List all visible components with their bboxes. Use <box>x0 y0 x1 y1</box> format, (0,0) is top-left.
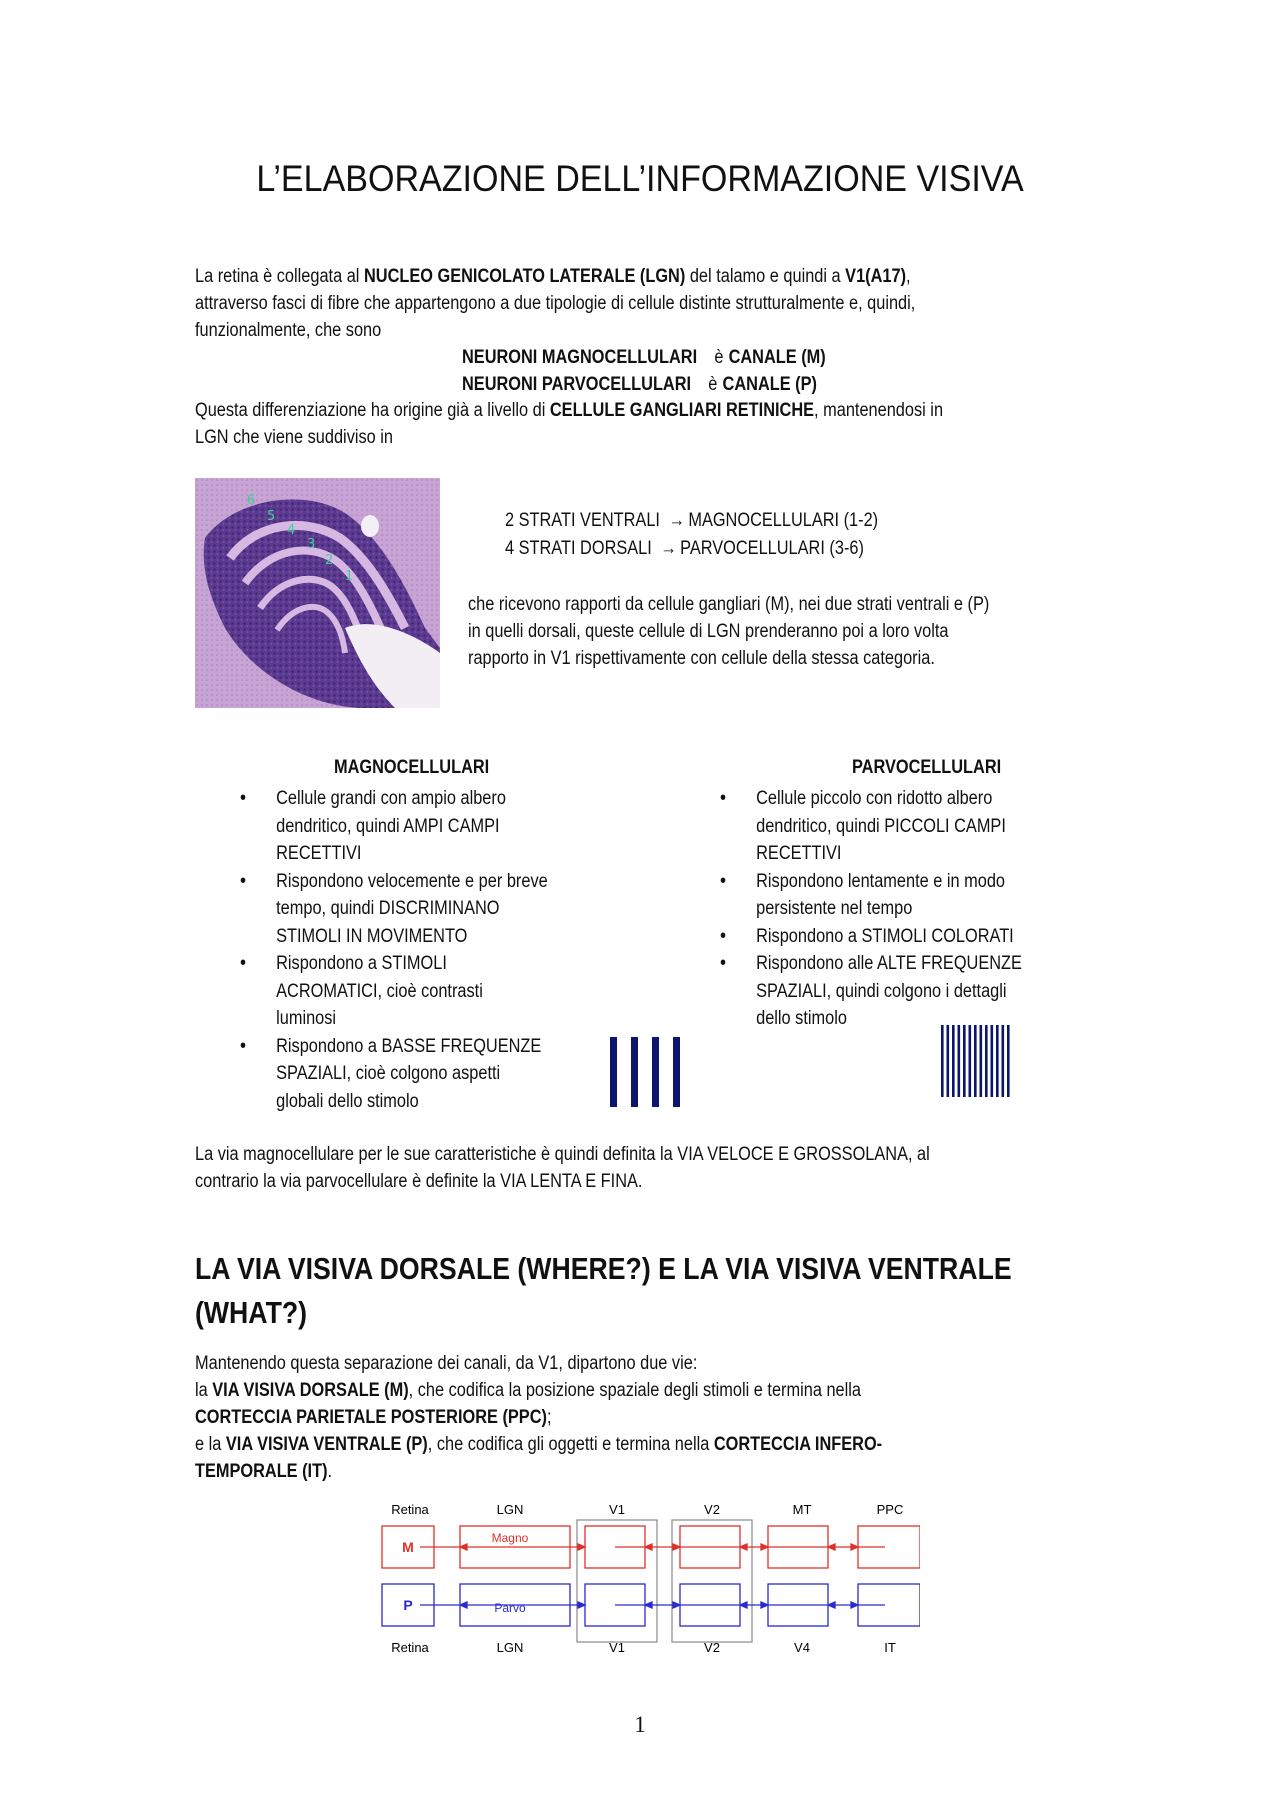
vie-paragraph: Mantenendo questa separazione dei canali, da V1, dipartono due vie: la VIA VISIVA DORSALE (M), che codifica la posizione spaziale degli stimoli e termina nella CORTECCIA PARIETALE POSTERIORE (PPC); e la VIA VISIVA VENTRALE (P), che codifica gli oggetti e termina nella CORTECCIA INFERO- TEMPORALE (IT). <box>195 1353 883 1482</box>
arrow-right-icon: → <box>660 538 677 559</box>
lgn-layer-label: 5 <box>267 509 276 524</box>
conclusion-paragraph: La via magnocellulare per le sue caratteristiche è quindi definita la VIA VELOCE E GROSSOLANA, al contrario la via parvocellulare è definite la VIA LENTA E FINA. <box>195 1144 930 1192</box>
diagram-top-label: MT <box>792 1502 812 1517</box>
neuroni-row: NEURONI PARVOCELLULARI è CANALE (P) <box>462 374 817 395</box>
list-item: • Rispondono lentamente e in modo persistente nel tempo <box>720 868 1090 923</box>
arrow-right-icon <box>851 1544 858 1550</box>
diagram-bottom-label: V1 <box>609 1640 625 1655</box>
arrow-right-icon <box>851 1602 858 1608</box>
grating-bar <box>652 1037 659 1107</box>
arrow-left-icon <box>645 1602 652 1608</box>
intro-line-3: funzionalmente, che sono <box>195 320 382 341</box>
parvo-list <box>720 785 1090 1033</box>
m-label: M <box>402 1539 414 1555</box>
diagram-bottom-label: IT <box>884 1640 896 1655</box>
strati-row: 2 STRATI VENTRALI → MAGNOCELLULARI (1-2) <box>505 507 878 535</box>
lgn-layer-label: 2 <box>325 553 334 568</box>
diagram-bottom-label: V4 <box>794 1640 810 1655</box>
magno-label: Magno <box>491 1531 529 1545</box>
diagram-top-label: V1 <box>609 1502 625 1517</box>
grating-bar <box>610 1037 617 1107</box>
list-item: • Cellule grandi con ampio albero dendritico, quindi AMPI CAMPI RECETTIVI <box>240 785 610 868</box>
list-item: • Rispondono a STIMOLI COLORATI <box>720 923 1090 951</box>
list-item: • Rispondono velocemente e per breve tempo, quindi DISCRIMINANO STIMOLI IN MOVIMENTO <box>240 868 610 951</box>
lgn-layer-label: 4 <box>287 523 296 538</box>
list-item: • Cellule piccolo con ridotto albero dendritico, quindi PICCOLI CAMPI RECETTIVI <box>720 785 1090 868</box>
page-title: L’ELABORAZIONE DELL’INFORMAZIONE VISIVA <box>256 158 1024 199</box>
grating-bar <box>673 1037 680 1107</box>
ricevono-paragraph: che ricevono rapporti da cellule gangliari (M), nei due strati ventrali e (P) in quelli dorsali, queste cellule di LGN prenderanno poi a loro volta rapporto in V1 rispettivamente con cellule della stessa categoria. <box>468 594 990 669</box>
parvo-label: Parvo <box>494 1601 526 1615</box>
grating-bar <box>952 1025 955 1097</box>
arrow-right-icon <box>761 1544 768 1550</box>
diagram-bottom-label: V2 <box>704 1640 720 1655</box>
p-label: P <box>403 1597 413 1613</box>
diagram-bottom-label: LGN <box>496 1640 524 1655</box>
grating-bar <box>985 1025 988 1097</box>
visual-pathway-diagram <box>380 1500 920 1660</box>
arrow-right-icon: → <box>668 510 685 531</box>
arrow-left-icon <box>460 1602 467 1608</box>
grating-bar <box>1002 1025 1005 1097</box>
neuroni-row: NEURONI MAGNOCELLULARI è CANALE (M) <box>462 347 826 368</box>
page-number: 1 <box>634 1712 646 1737</box>
high-frequency-grating <box>940 1025 1012 1097</box>
intro-paragraph <box>195 263 1021 344</box>
grating-bar <box>980 1025 983 1097</box>
arrow-right-icon <box>761 1602 768 1608</box>
intro-line-1: La retina è collegata al NUCLEO GENICOLATO LATERALE (LGN) del talamo e quindi a V1(A17), <box>195 266 911 287</box>
grating-bar <box>969 1025 972 1097</box>
diagram-top-label: V2 <box>704 1502 720 1517</box>
differenziazione-paragraph: Questa differenziazione ha origine già a livello di CELLULE GANGLIARI RETINICHE, mantenendosi in LGN che viene suddiviso in <box>195 400 944 448</box>
low-frequency-grating <box>608 1037 690 1107</box>
lgn-layer-label: 6 <box>247 493 256 508</box>
list-item: • Rispondono alle ALTE FREQUENZE SPAZIALI, quindi colgono i dettagli dello stimolo <box>720 950 1090 1033</box>
diagram-bottom-label: Retina <box>391 1640 429 1655</box>
strati-row: 4 STRATI DORSALI → PARVOCELLULARI (3-6) <box>505 535 878 563</box>
grating-bar <box>631 1037 638 1107</box>
arrow-right-icon <box>673 1544 680 1550</box>
intro-line-2: attraverso fasci di fibre che appartengono a due tipologie di cellule distinte strutturalmente e, quindi, <box>195 293 916 314</box>
arrow-right-icon <box>578 1544 585 1550</box>
diagram-top-label: PPC <box>876 1502 904 1517</box>
diagram-top-label: Retina <box>391 1502 429 1517</box>
grating-bar <box>974 1025 977 1097</box>
diagram-top-label: LGN <box>496 1502 524 1517</box>
grating-bar <box>941 1025 944 1097</box>
grating-bar <box>947 1025 950 1097</box>
parvo-heading: PARVOCELLULARI <box>852 757 1002 778</box>
arrow-left-icon <box>828 1544 835 1550</box>
lgn-histology-image <box>195 478 440 708</box>
arrow-left-icon <box>740 1544 747 1550</box>
grating-bar <box>1007 1025 1010 1097</box>
list-item: • Rispondono a BASSE FREQUENZE SPAZIALI, cioè colgono aspetti globali dello stimolo <box>240 1033 610 1116</box>
neuroni-list <box>462 344 826 398</box>
magno-list <box>240 785 610 1115</box>
grating-bar <box>963 1025 966 1097</box>
grating-bar <box>991 1025 994 1097</box>
arrow-left-icon <box>740 1602 747 1608</box>
list-item: • Rispondono a STIMOLI ACROMATICI, cioè contrasti luminosi <box>240 950 610 1033</box>
lgn-layer-label: 1 <box>345 569 354 584</box>
strati-list <box>505 507 878 563</box>
section-heading: LA VIA VISIVA DORSALE (WHERE?) E LA VIA VISIVA VENTRALE (WHAT?) <box>195 1251 1012 1330</box>
lgn-layer-label: 3 <box>307 537 316 552</box>
grating-bar <box>958 1025 961 1097</box>
grating-bar <box>996 1025 999 1097</box>
arrow-right-icon <box>673 1602 680 1608</box>
arrow-left-icon <box>645 1544 652 1550</box>
magno-heading: MAGNOCELLULARI <box>334 757 490 778</box>
arrow-right-icon <box>578 1602 585 1608</box>
arrow-left-icon <box>828 1602 835 1608</box>
arrow-left-icon <box>460 1544 467 1550</box>
